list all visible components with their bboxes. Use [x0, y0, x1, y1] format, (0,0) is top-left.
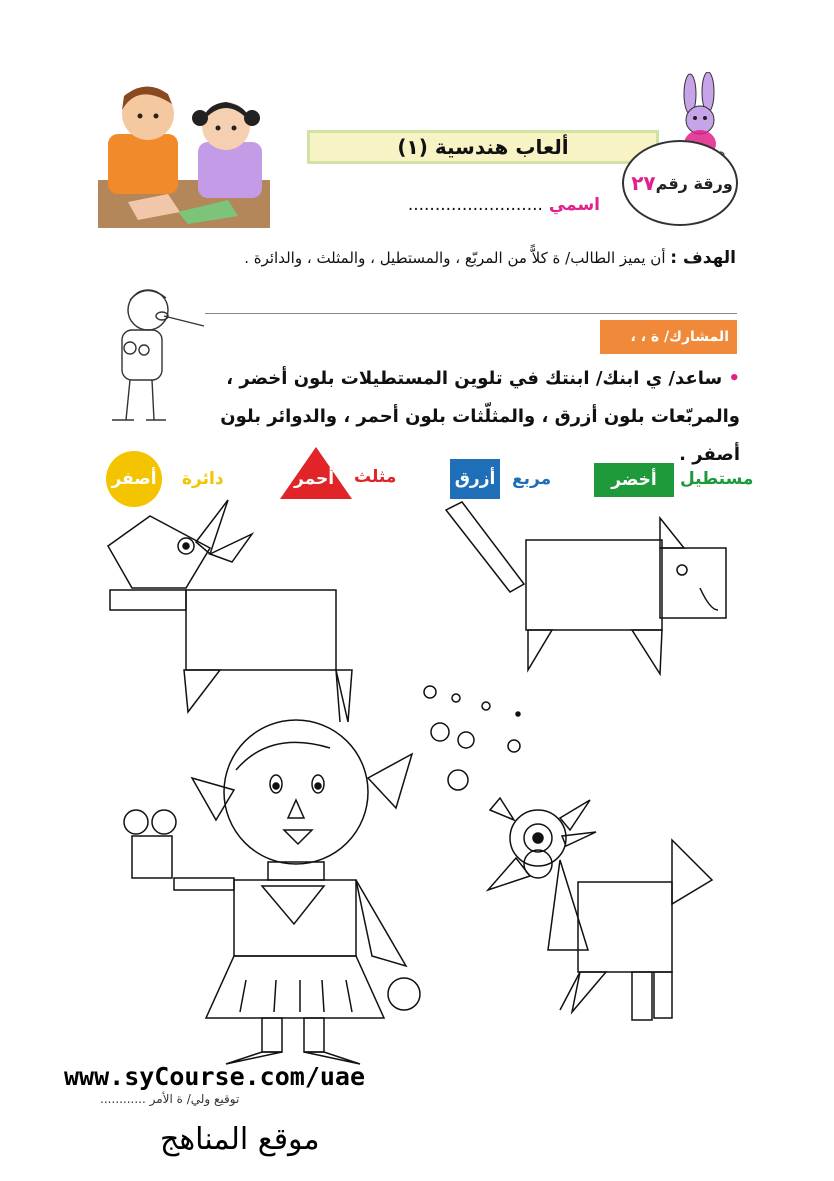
parent-signature-line: توقيع ولي/ ة الأمر ............ — [100, 1092, 240, 1106]
legend-red-label: أحمر — [294, 469, 335, 489]
legend-blue-label: أزرق — [454, 469, 496, 489]
student-name-label: اسمي — [548, 195, 600, 215]
instruction-line-1-text: ساعد/ ي ابنك/ ابنتك في تلوين المستطيلات بلون أخضر ، — [226, 368, 723, 389]
girl-drawing — [124, 720, 420, 1064]
cat-drawing — [446, 502, 726, 674]
footer-url[interactable]: www.syCourse.com/uae — [64, 1062, 366, 1091]
sheet-number-label: ورقة رقم — [655, 173, 733, 193]
footer-site-name: موقع المناهج — [160, 1122, 320, 1157]
participant-label-text: المشارك/ ة ، ، — [630, 329, 729, 345]
legend-circle-word: دائرة — [182, 469, 224, 489]
bubbles-drawing — [424, 686, 520, 790]
sheet-number: ٢٧ — [631, 171, 656, 195]
legend-yellow-label: أصفر — [111, 469, 157, 489]
goal-label: الهدف : — [670, 248, 736, 268]
legend-rectangle-word: مستطيل — [680, 469, 754, 489]
bullet-icon: • — [728, 368, 740, 389]
student-name-dots: ......................... — [407, 195, 543, 215]
legend-green-label: أخضر — [611, 470, 657, 490]
animal-drawing — [488, 798, 712, 1020]
worksheet-title-text: ألعاب هندسية (١) — [397, 135, 569, 159]
legend-square-word: مربع — [512, 469, 552, 489]
legend-triangle-word: مثلث — [354, 467, 397, 487]
dog-drawing — [108, 500, 352, 722]
instruction-line-2: والمربّعات بلون أزرق ، والمثلّثات بلون أحمر ، والدوائر بلون أصفر . — [220, 406, 740, 465]
goal-text: أن يميز الطالب/ ة كلاًّ من المربّع ، والمستطيل ، والمثلث ، والدائرة . — [244, 249, 666, 267]
